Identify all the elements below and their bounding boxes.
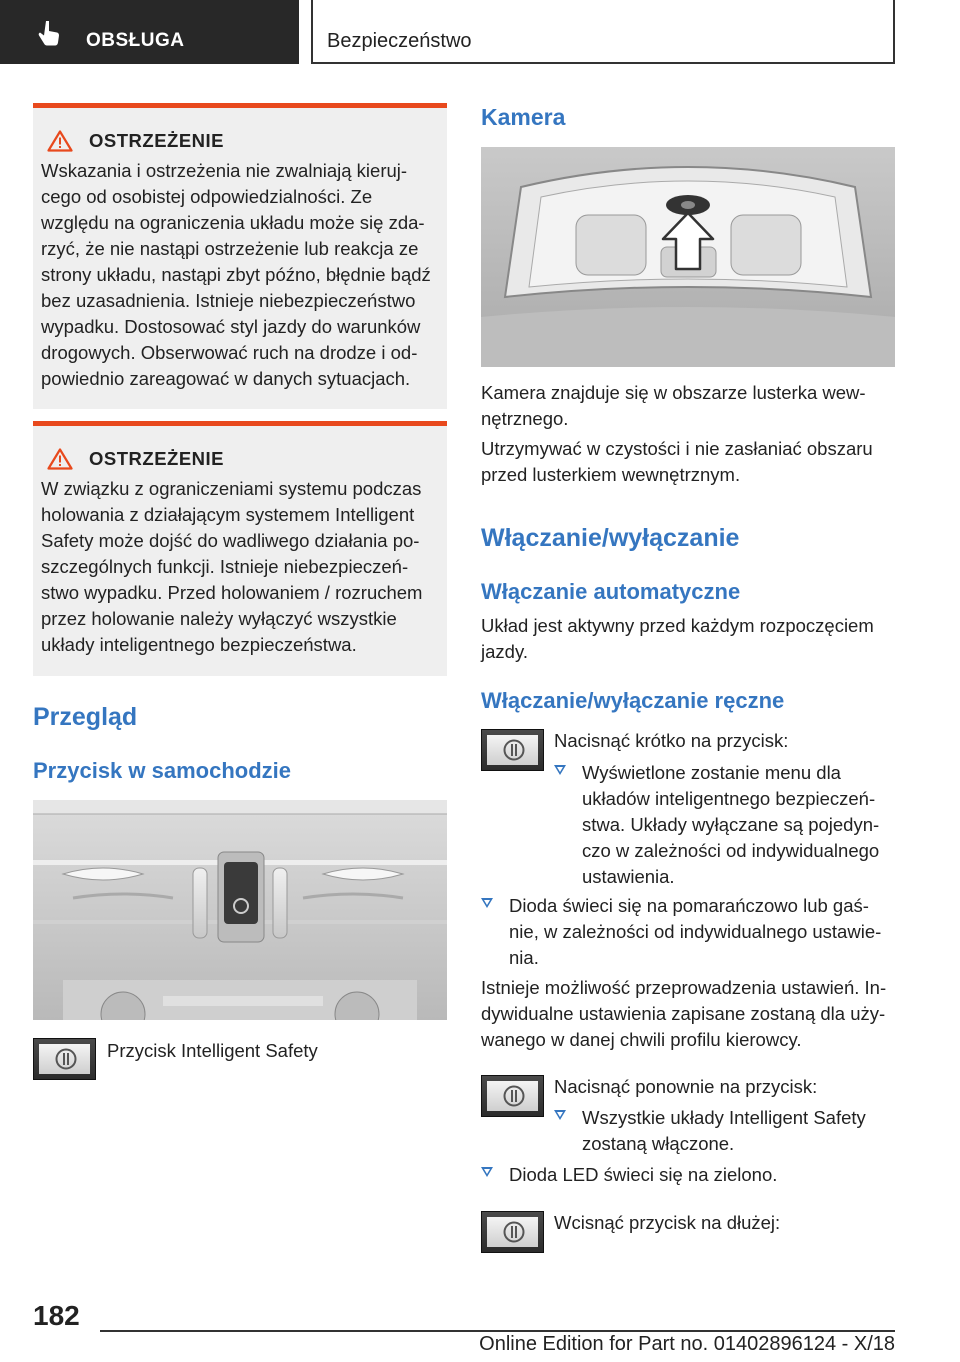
heading-button-in-car: Przycisk w samochodzie	[33, 758, 291, 783]
bullet-item: Wyświetlone zostanie menu dla układów inteligentnego bezpieczeń‐ stwa. Układy wyłączane są pojedyn‐ czo w zależności od indywidualnego ustawienia.	[554, 760, 879, 890]
warning-line: cego od osobistej odpowiedzialności. Ze	[41, 186, 373, 207]
warning-line: Wskazania i ostrzeżenia nie zwalniają kieruj‐	[41, 160, 408, 181]
page-number: 182	[33, 1300, 80, 1331]
warning-box-2	[33, 421, 447, 676]
warning-title: OSTRZEŻENIE	[89, 130, 225, 151]
warning-triangle-icon	[47, 448, 73, 470]
button-caption: Przycisk Intelligent Safety	[107, 1040, 318, 1061]
warning-line: strony układu, nastąpi zbyt późno, błędnie bądź	[41, 264, 431, 285]
warning-line: wypadku. Dostosować styl jazdy do warunków	[41, 316, 421, 337]
bullet-triangle-icon	[554, 1110, 566, 1120]
warning-title: OSTRZEŻENIE	[89, 448, 225, 469]
step-press-long: Wcisnąć przycisk na dłużej:	[554, 1212, 781, 1233]
hand-pointer-icon	[38, 20, 62, 46]
intelligent-safety-button-icon	[33, 1038, 96, 1080]
warning-line: szczególnych funkcji. Istnieje niebezpieczeń‐	[41, 556, 409, 577]
heading-camera: Kamera	[481, 104, 566, 130]
warning-line: Safety może dojść do wadliwego działania po‐	[41, 530, 420, 551]
bullet-item: Dioda świeci się na pomarańczowo lub gaś‐ nie, w zależności od indywidualnego ustawie‐ nia.	[481, 893, 881, 971]
bullet-triangle-icon	[481, 1167, 493, 1177]
warning-box-1	[33, 103, 447, 409]
heading-overview: Przegląd	[33, 703, 138, 731]
heading-manual-on-off: Włączanie/wyłączanie ręczne	[481, 688, 785, 713]
warning-triangle-icon	[47, 130, 73, 152]
heading-auto-on: Włączanie automatyczne	[481, 579, 741, 604]
warning-line: powiednio zareagować w danych sytuacjach.	[41, 368, 411, 389]
header-tab[interactable]	[0, 0, 299, 64]
warning-line: W związku z ograniczeniami systemu podczas	[41, 478, 422, 499]
section-title: Bezpieczeństwo	[327, 30, 472, 52]
safety-icon	[55, 1048, 77, 1070]
warning-line: przez holowanie należy wyłączyć wszystkie	[41, 608, 397, 629]
warning-line: bez uzasadnienia. Istnieje niebezpieczeństwo	[41, 290, 416, 311]
intelligent-safety-button-icon	[481, 729, 544, 771]
settings-paragraph: Istnieje możliwość przeprowadzenia ustawień. In‐ dywidualne ustawienia zapisane zostaną dla uży‐ wanego w danej chwili profilu kierowcy.	[481, 977, 887, 1050]
safety-icon	[503, 739, 525, 761]
header-section	[311, 0, 895, 64]
camera-location-photo	[481, 147, 895, 367]
heading-on-off: Włączanie/wyłączanie	[481, 524, 740, 552]
bullet-item: Wszystkie układy Intelligent Safety zostaną włączone.	[554, 1105, 866, 1157]
dashboard-button-photo	[33, 800, 447, 1020]
camera-paragraph-2: Utrzymywać w czystości i nie zasłaniać obszaru przed lusterkiem wewnętrznym.	[481, 438, 873, 485]
header-tab-label: OBSŁUGA	[86, 30, 185, 51]
warning-line: układy inteligentnego bezpieczeństwa.	[41, 634, 357, 655]
step-press-short: Nacisnąć krótko na przycisk:	[554, 730, 789, 751]
footer-edition: Online Edition for Part no. 01402896124 - X/18	[479, 1333, 895, 1355]
intelligent-safety-button-icon	[481, 1075, 544, 1117]
auto-paragraph: Układ jest aktywny przed każdym rozpoczęciem jazdy.	[481, 615, 874, 662]
bullet-triangle-icon	[554, 765, 566, 775]
safety-icon	[503, 1085, 525, 1107]
step-press-again: Nacisnąć ponownie na przycisk:	[554, 1076, 818, 1097]
warning-line: względu na ograniczenia układu może się zda‐	[41, 212, 425, 233]
camera-paragraph-1: Kamera znajduje się w obszarze lusterka wew‐ nętrznego.	[481, 382, 866, 429]
bullet-item: Dioda LED świeci się na zielono.	[481, 1162, 777, 1188]
warning-line: stwo wypadku. Przed holowaniem / rozruchem	[41, 582, 423, 603]
warning-line: drogowych. Obserwować ruch na drodze i od‐	[41, 342, 418, 363]
footer-divider	[100, 1330, 895, 1332]
safety-icon	[503, 1221, 525, 1243]
bullet-triangle-icon	[481, 898, 493, 908]
warning-line: holowania z działającym systemem Intelligent	[41, 504, 415, 525]
intelligent-safety-button-icon	[481, 1211, 544, 1253]
warning-line: rzyć, że nie nastąpi ostrzeżenie lub reakcja ze	[41, 238, 419, 259]
